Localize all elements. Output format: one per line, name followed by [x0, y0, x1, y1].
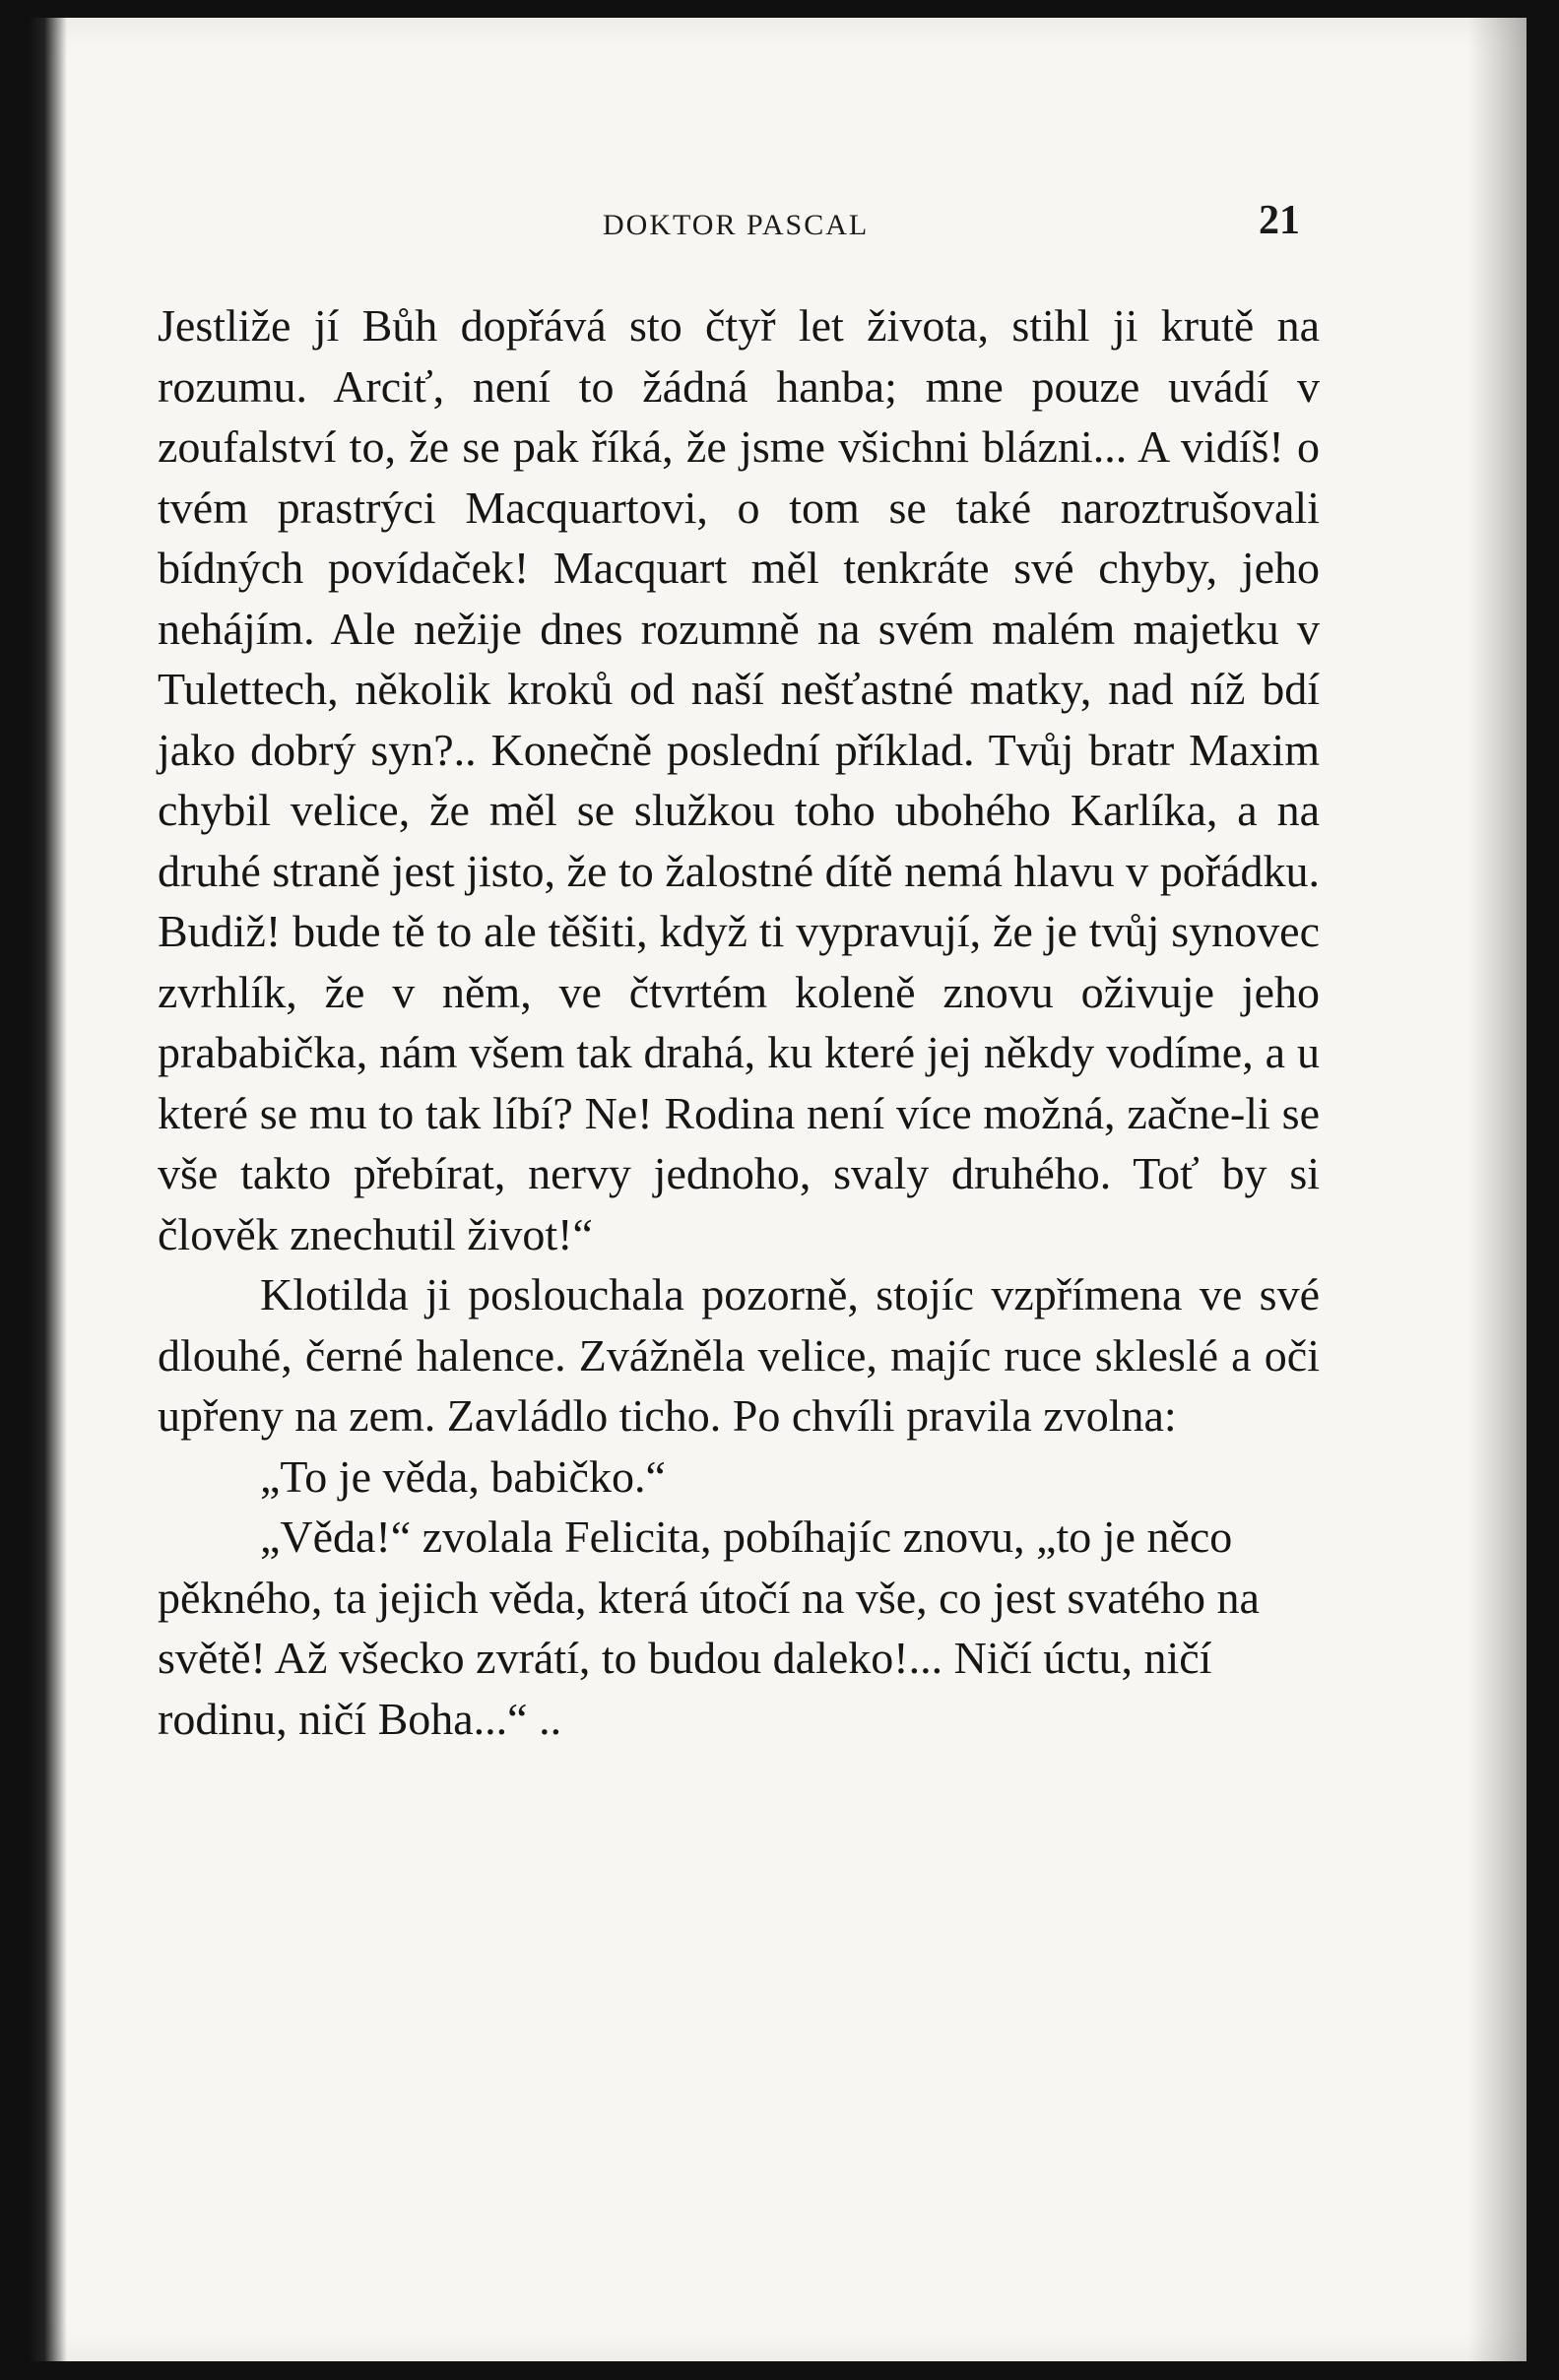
paragraph: Klotilda ji poslouchala pozorně, stojíc vzpřímena ve své dlouhé, černé halence. Zvážněla velice, majíc ruce skleslé a oči upřeny na zem. Zavládlo ticho. Po chvíli pravila zvolna:: [158, 1269, 1320, 1441]
running-title: DOKTOR PASCAL: [603, 209, 870, 241]
book-page: [30, 18, 1527, 2361]
body-text: [158, 295, 1320, 1749]
page-number: 21: [1259, 198, 1300, 243]
page-edge-shadow: [1467, 18, 1527, 2361]
paragraph: „To je věda, babičko.“: [260, 1450, 666, 1502]
paragraph: „Věda!“ zvolala Felicita, pobíhajíc znovu, „to je něco pěkného, ta jejich věda, která útočí na vše, co jest svatého na světě! Až všecko zvrátí, to budou daleko!... Ničí úctu, ničí rodinu, ničí Boha...“ ..: [158, 1512, 1260, 1744]
page-header: [158, 185, 1320, 244]
paragraph: Jestliže jí Bůh dopřává sto čtyř let života, stihl ji krutě na rozumu. Arciť, není to žádná hanba; mne pouze uvádí v zoufalství to, že se pak říká, že jsme všichni blázni... A vidíš! o tvém prastrýci Macquartovi, o tom se také naroztrušovali bídných povídaček! Macquart měl tenkráte své chyby, jeho nehájím. Ale nežije dnes rozumně na svém malém majetku v Tulettech, několik kroků od naší nešťastné matky, nad níž bdí jako dobrý syn?.. Konečně poslední příklad. Tvůj bratr Maxim chybil velice, že měl se služkou toho ubohého Karlíka, a na druhé straně jest jisto, že to žalostné dítě nemá hlavu v pořádku. Budiž! bude tě to ale těšiti, když ti vypravují, že je tvůj synovec zvrhlík, že v něm, ve čtvrtém koleně znovu oživuje jeho prababička, nám všem tak drahá, ku které jej někdy vodíme, a u které se mu to tak líbí? Ne! Rodina není více možná, začne-li se vše takto přebírat, nervy jednoho, svaly druhého. Toť by si člověk znechutil život!“: [158, 300, 1320, 1259]
book-spine-shadow: [30, 18, 67, 2361]
